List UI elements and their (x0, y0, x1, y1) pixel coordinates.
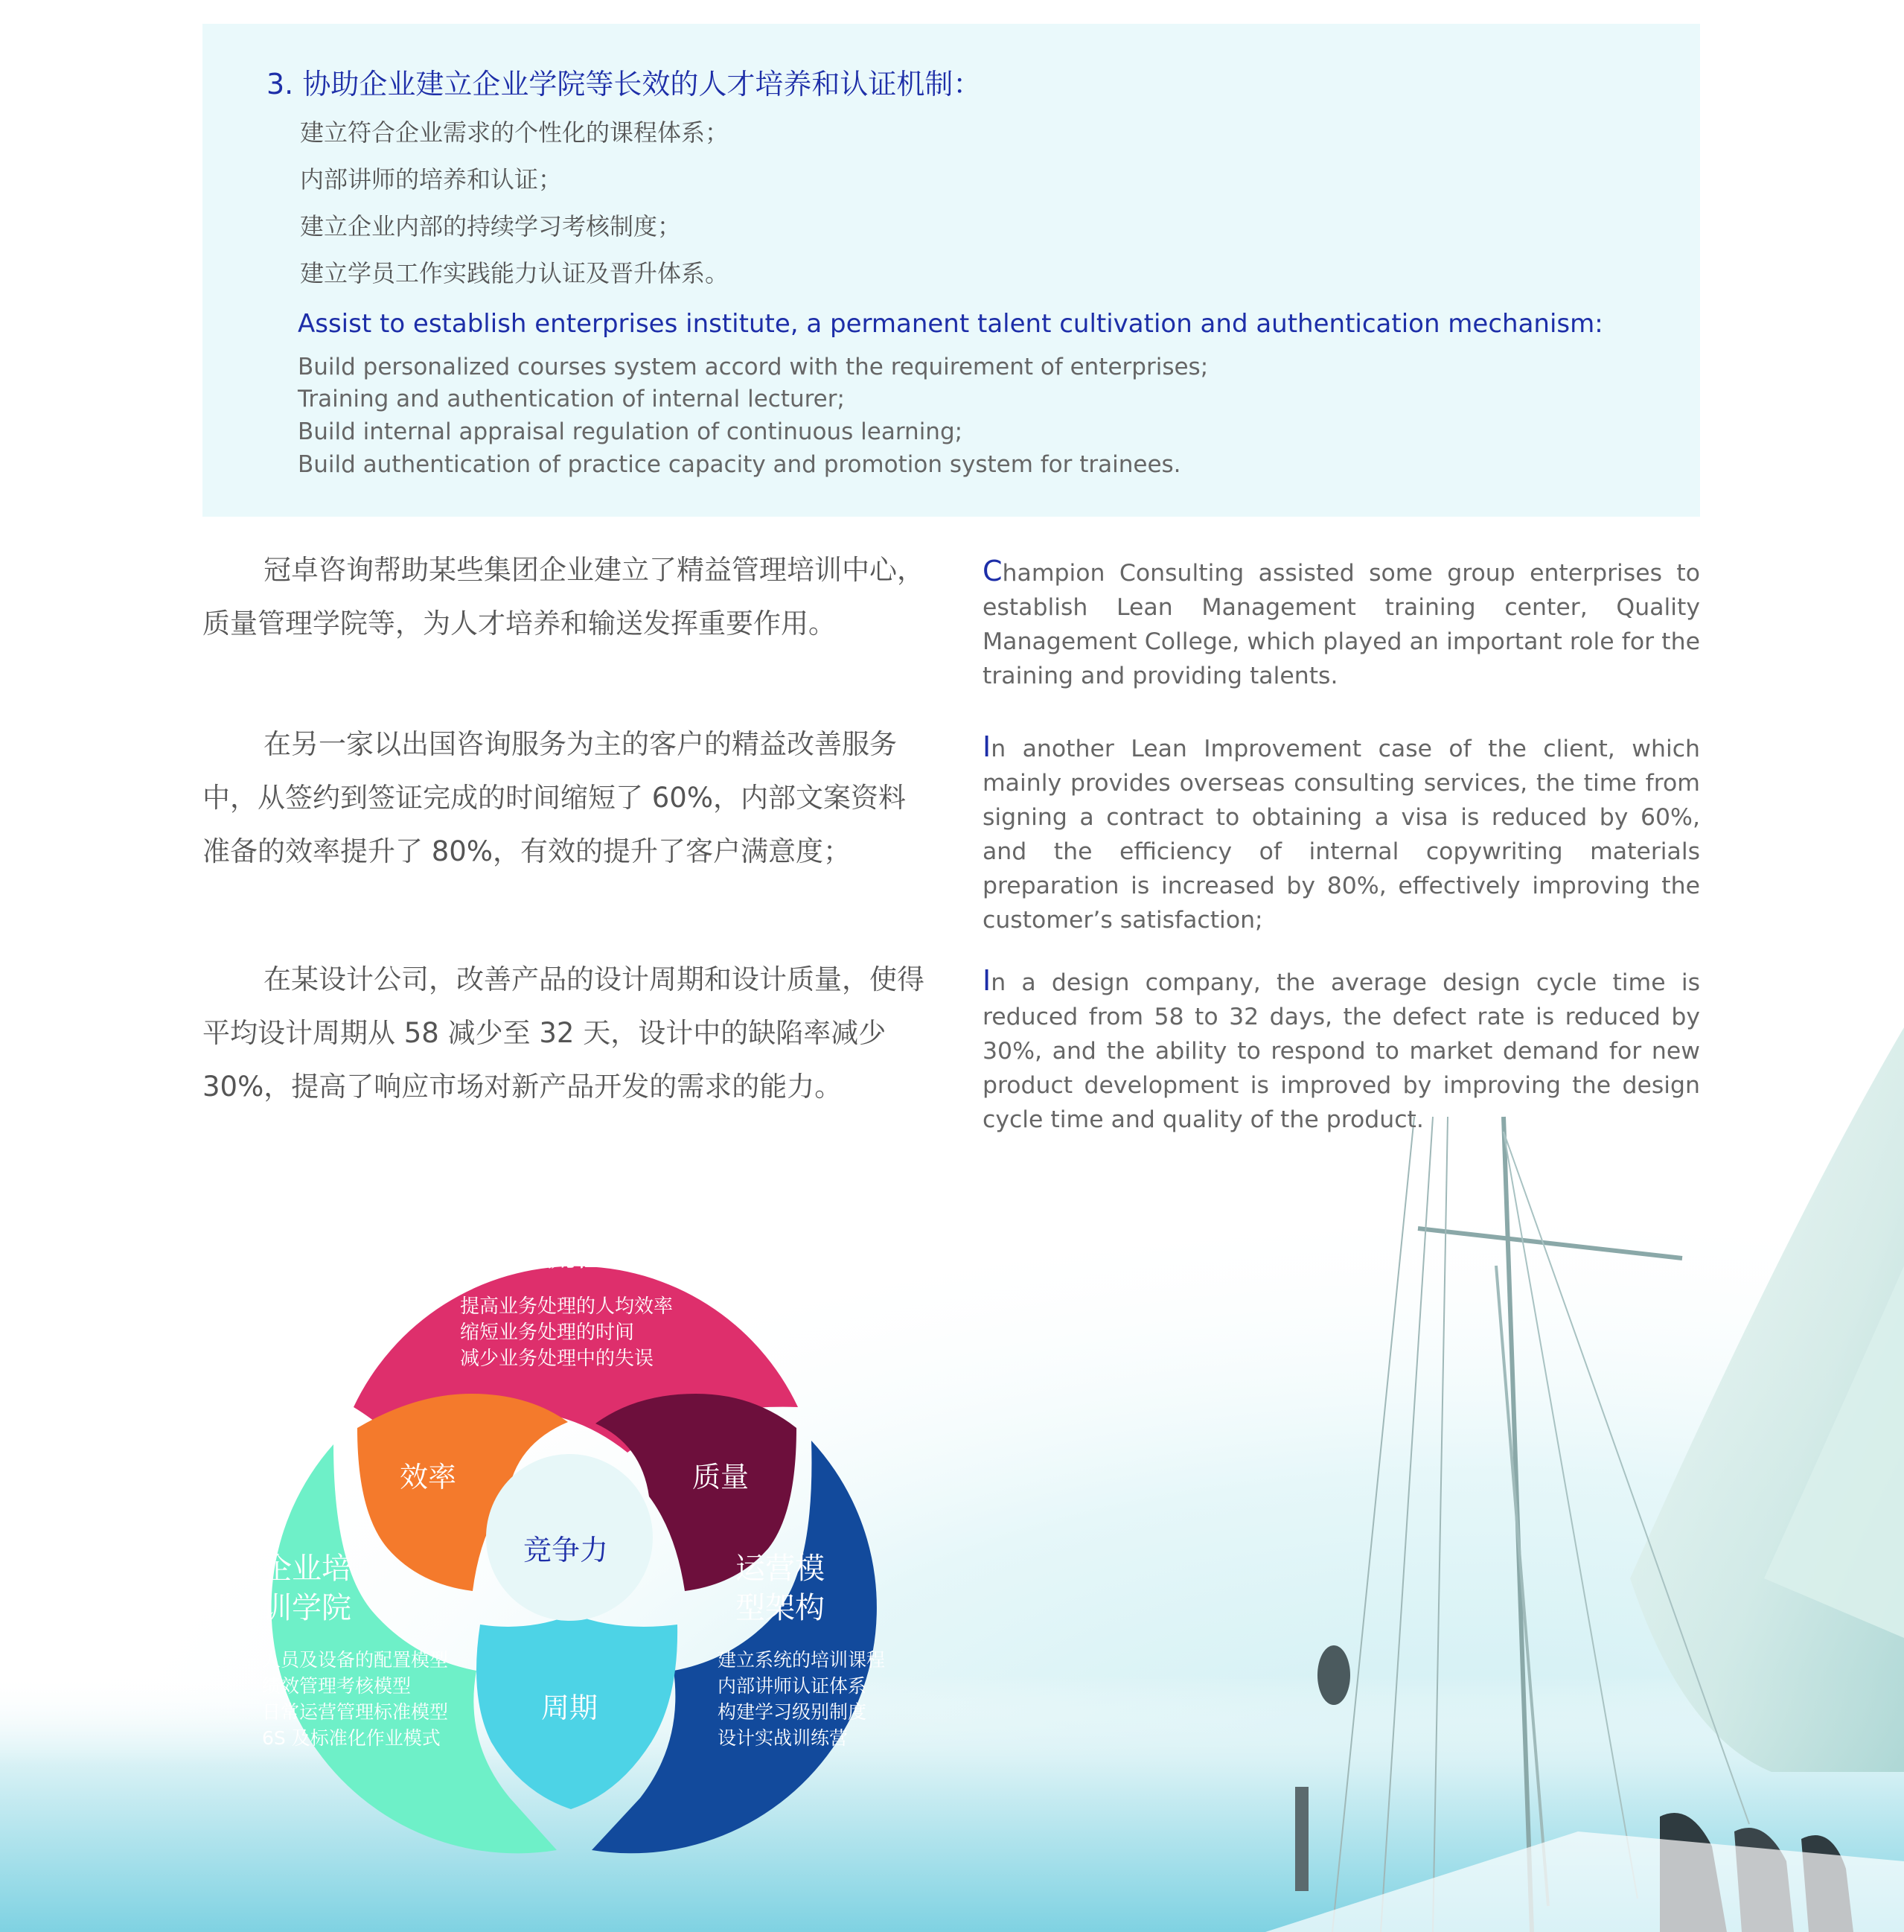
right-petal-title-1: 运营模 (735, 1552, 825, 1586)
cn-item-4: 建立学员工作实践能力认证及晋升体系。 (300, 259, 729, 287)
case-3-en (983, 963, 1700, 1137)
en-title: Assist to establish enterprises institute, a permanent talent cultivation and authentication mechanism: (298, 309, 1603, 339)
competitiveness-diagram (223, 1221, 938, 1876)
left-petal-line-2: 绩效管理考核模型 (262, 1675, 412, 1697)
case-2-en-text: n another Lean Improvement case of the client, which mainly provides overseas consulting services, the time from signing a contract to obtaining a visa is reduced by 60%, and the efficiency of internal copywriting materials preparation is increased by 80%, effectively improving the customer’s satisfaction; (983, 736, 1700, 934)
right-petal-line-4: 设计实战训练营 (718, 1727, 849, 1749)
case-1-en-text: hampion Consulting assisted some group enterprises to establish Lean Management training center, Quality Management College, which played an important role for the training and providing talents. (983, 560, 1700, 689)
case-2-en (983, 730, 1700, 937)
case-1-en-dropcap: C (983, 555, 1003, 587)
case-3-cn: 在某设计公司，改善产品的设计周期和设计质量，使得平均设计周期从 58 减少至 32 天，设计中的缺陷率减少 30%，提高了响应市场对新产品开发的需求的能力。 (202, 963, 924, 1103)
case-2-en-dropcap: I (983, 730, 991, 763)
left-petal-line-1: 人员及设备的配置模型 (262, 1649, 449, 1671)
left-petal-title-2: 训学院 (262, 1591, 351, 1625)
case-3-en-text: n a design company, the average design cycle time is reduced from 58 to 32 days, the defect rate is reduced by 30%, and the ability to respond to market demand for new product development is improved by improving the design cycle time and quality of the product. (983, 969, 1700, 1133)
case-2-cn: 在另一家以出国咨询服务为主的客户的精益改善服务中，从签约到签证完成的时间缩短了 60%，内部文案资料准备的效率提升了 80%，有效的提升了客户满意度； (202, 728, 906, 867)
left-petal-title-1: 企业培 (262, 1552, 351, 1586)
en-item-4: Build authentication of practice capacity and promotion system for trainees. (298, 451, 1181, 478)
right-petal-line-3: 构建学习级别制度 (718, 1701, 867, 1723)
en-item-2: Training and authentication of internal lecturer; (298, 386, 845, 412)
top-petal-title: 服务流程改善 (485, 1239, 664, 1273)
top-petal-line-1: 提高业务处理的人均效率 (460, 1295, 674, 1318)
right-petal-line-1: 建立系统的培训课程 (718, 1649, 886, 1671)
top-petal-line-2: 缩短业务处理的时间 (460, 1322, 635, 1344)
en-item-3: Build internal appraisal regulation of continuous learning; (298, 418, 963, 445)
case-3-en-dropcap: I (983, 964, 991, 997)
right-petal-title-2: 型架构 (735, 1591, 825, 1625)
top-petal-line-3: 减少业务处理中的失误 (460, 1348, 654, 1370)
cn-item-1: 建立符合企业需求的个性化的课程体系； (300, 118, 729, 147)
efficiency-label: 效率 (399, 1461, 457, 1493)
case-1-en (983, 554, 1700, 693)
case-1-cn: 冠卓咨询帮助某些集团企业建立了精益管理培训中心，质量管理学院等，为人才培养和输送发挥重要作用。 (202, 554, 924, 640)
quality-label: 质量 (691, 1461, 750, 1493)
left-petal-line-3: 日常运营管理标准模型 (262, 1701, 449, 1723)
right-petal-line-2: 内部讲师认证体系 (718, 1675, 867, 1697)
cn-item-2: 内部讲师的培养和认证； (300, 165, 563, 194)
en-item-1: Build personalized courses system accord with the requirement of enterprises; (298, 354, 1209, 380)
cn-item-3: 建立企业内部的持续学习考核制度； (300, 212, 682, 240)
left-petal-line-4: 6S 及标准化作业模式 (262, 1727, 441, 1749)
cycle-label: 周期 (540, 1692, 598, 1724)
box-title: 3. 协助企业建立企业学院等长效的人才培养和认证机制： (266, 68, 982, 101)
center-label: 竞争力 (523, 1534, 609, 1566)
